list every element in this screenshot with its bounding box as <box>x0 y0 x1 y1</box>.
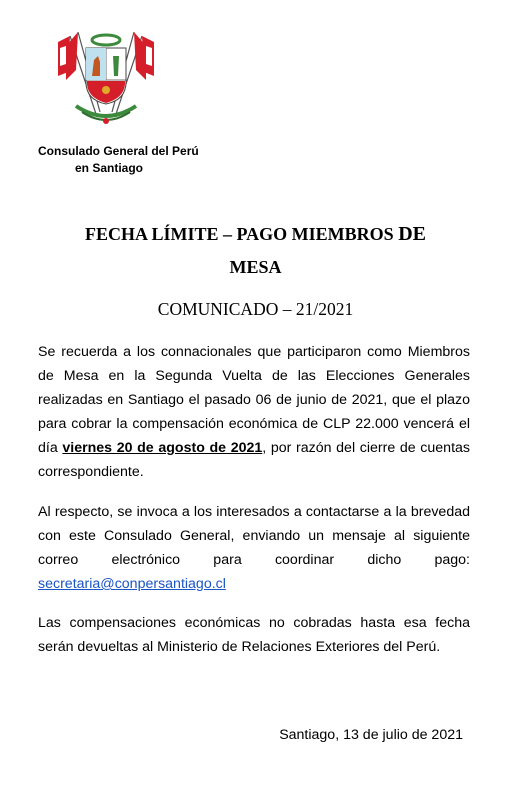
paragraph-reminder <box>38 340 470 484</box>
deadline-date: viernes 20 de agosto de 2021 <box>62 440 263 456</box>
org-line-2: en Santiago <box>75 161 144 175</box>
page-title <box>40 218 471 284</box>
paragraph-2-text: Al respecto, se invoca a los interesados a contactarse a la brevedad con este Consulado General, enviando un mensaje al siguiente correo electrónico para coordinar dicho pago: <box>38 504 470 568</box>
paragraph-1-end: , por razón del cierre de cuentas correspondiente. <box>38 440 470 480</box>
paragraph-contact <box>38 500 470 596</box>
org-line-1: Consulado General del Perú <box>38 144 199 158</box>
communique-number: COMUNICADO – 21/2021 <box>157 299 354 319</box>
peru-coat-of-arms-icon <box>56 24 156 130</box>
paragraph-1-text: Se recuerda a los connacionales que participaron como Miembros de Mesa en la Segunda Vuelta de las Elecciones Generales realizadas en Santiago el pasado 06 de junio de 2021, que el plazo para cobrar la compensación económica de CLP 22.000 vencerá el día <box>38 344 470 456</box>
signature-date: Santiago, 13 de julio de 2021 <box>279 727 463 743</box>
title-line-2: MESA <box>229 257 282 277</box>
title-line-1b: DE <box>398 223 426 245</box>
consulate-name <box>38 143 218 177</box>
title-line-1a: FECHA LÍMITE – PAGO MIEMBROS <box>85 224 399 244</box>
email-link[interactable]: secretaria@conpersantiago.cl <box>38 576 226 592</box>
paragraph-returns: Las compensaciones económicas no cobradas hasta esa fecha serán devueltas al Ministerio de Relaciones Exteriores del Perú. <box>38 615 470 655</box>
